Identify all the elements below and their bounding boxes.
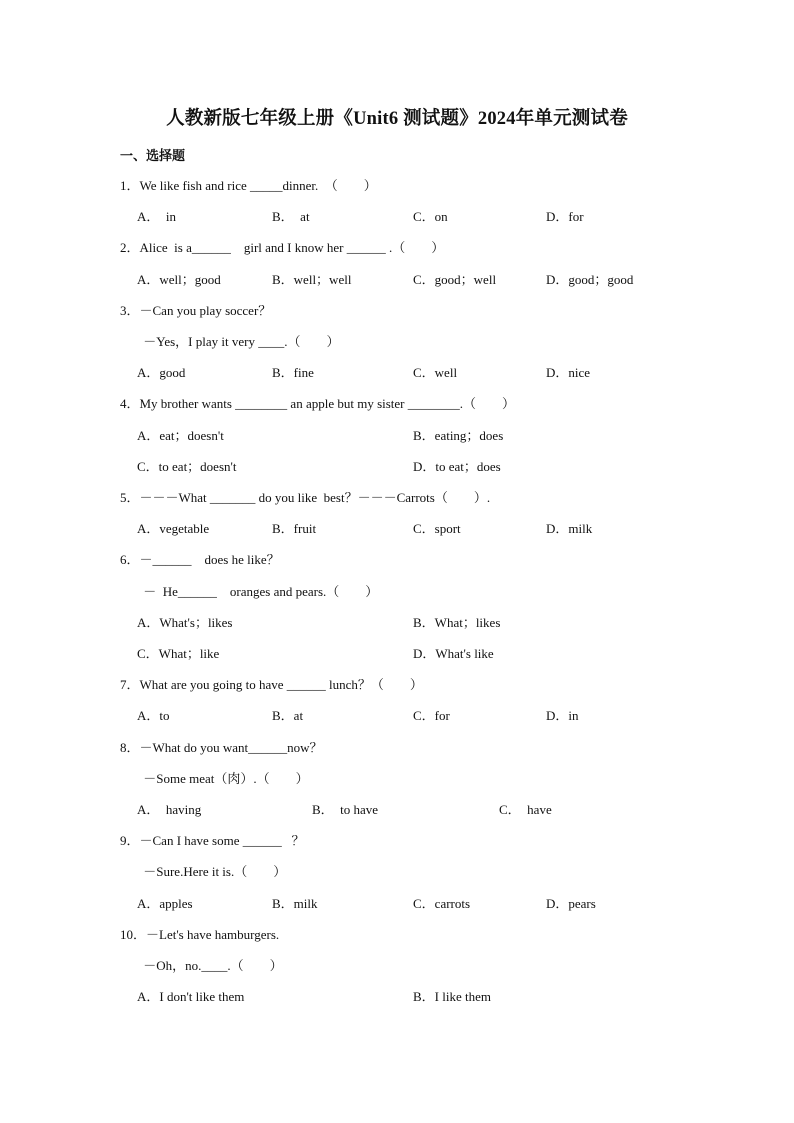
question-dialogue-line: －Sure.Here it is.（ ） bbox=[140, 864, 287, 880]
answer-option: C．good；well bbox=[413, 271, 497, 287]
option-row bbox=[0, 208, 794, 226]
option-row bbox=[0, 645, 794, 663]
option-row bbox=[0, 271, 794, 289]
answer-option: C．on bbox=[413, 209, 448, 225]
option-row bbox=[0, 801, 794, 819]
answer-option: C． have bbox=[499, 802, 552, 817]
answer-option: B．milk bbox=[272, 895, 318, 911]
answer-option: B．I like them bbox=[413, 989, 491, 1005]
answer-option: A．good bbox=[137, 365, 186, 381]
section-heading: 一、选择题 bbox=[120, 148, 186, 163]
answer-option: B．What；likes bbox=[413, 614, 501, 630]
question-stem: 9．－Can I have some ______ ？ bbox=[120, 833, 305, 849]
option-row bbox=[0, 988, 794, 1006]
question-stem: 8．－What do you want______now？ bbox=[120, 739, 323, 755]
answer-option: D．milk bbox=[546, 521, 593, 537]
question-stem: 7．What are you going to have ______ lunch？（ ） bbox=[120, 677, 423, 693]
question-stem: 5．－－－What _______ do you like best？－－－Carrots（ ）. bbox=[120, 490, 491, 505]
answer-option: C．to eat；doesn't bbox=[137, 458, 237, 474]
answer-option: A．well；good bbox=[137, 271, 221, 287]
answer-option: B． at bbox=[272, 209, 310, 225]
answer-option: B．fruit bbox=[272, 521, 317, 537]
answer-option: B． to have bbox=[312, 802, 379, 817]
answer-option: D．for bbox=[546, 209, 584, 225]
question-stem: 1．We like fish and rice _____dinner. （ ） bbox=[120, 178, 377, 193]
question-dialogue-line: －Oh，no.____.（ ） bbox=[140, 958, 283, 973]
answer-option: B．at bbox=[272, 708, 304, 724]
answer-option: D．nice bbox=[546, 365, 591, 381]
question-stem: 4．My brother wants ________ an apple but my sister ________.（ ） bbox=[120, 396, 516, 412]
question-stem: 3．－Can you play soccer？ bbox=[120, 302, 272, 318]
answer-option: D．What's like bbox=[413, 646, 494, 661]
answer-option: B．fine bbox=[272, 365, 314, 381]
answer-option: A．eat；doesn't bbox=[137, 427, 224, 443]
answer-option: A． having bbox=[137, 802, 202, 817]
answer-option: D．in bbox=[546, 708, 579, 724]
answer-option: D．to eat；does bbox=[413, 458, 501, 474]
answer-option: B．well；well bbox=[272, 271, 352, 287]
option-row bbox=[0, 614, 794, 632]
option-row bbox=[0, 895, 794, 913]
option-row bbox=[0, 458, 794, 476]
option-row bbox=[0, 707, 794, 725]
answer-option: A．What's；likes bbox=[137, 614, 233, 630]
answer-option: D．pears bbox=[546, 895, 596, 911]
answer-option: B．eating；does bbox=[413, 427, 504, 443]
option-row bbox=[0, 427, 794, 445]
option-row bbox=[0, 364, 794, 382]
page-title: 人教新版七年级上册《Unit6 测试题》2024年单元测试卷 bbox=[166, 109, 628, 129]
question-dialogue-line: － He______ oranges and pears.（ ） bbox=[140, 583, 379, 599]
answer-option: A． in bbox=[137, 209, 177, 225]
question-stem: 10．－Let's have hamburgers. bbox=[120, 926, 280, 942]
answer-option: C．for bbox=[413, 708, 450, 724]
question-stem: 6．－______ does he like？ bbox=[120, 552, 280, 568]
question-stem: 2．Alice is a______ girl and I know her ______ .（ ） bbox=[120, 240, 445, 256]
answer-option: A．apples bbox=[137, 895, 193, 911]
answer-option: C．What；like bbox=[137, 646, 220, 661]
answer-option: A．to bbox=[137, 708, 170, 724]
question-dialogue-line: －Yes，I play it very ____.（ ） bbox=[140, 334, 340, 349]
answer-option: C．sport bbox=[413, 521, 461, 537]
question-dialogue-line: －Some meat（肉）.（ ） bbox=[140, 770, 309, 786]
answer-option: C．well bbox=[413, 365, 458, 381]
answer-option: A．I don't like them bbox=[137, 989, 245, 1005]
option-row bbox=[0, 520, 794, 538]
answer-option: D．good；good bbox=[546, 271, 634, 287]
answer-option: A．vegetable bbox=[137, 521, 210, 537]
answer-option: C．carrots bbox=[413, 895, 471, 911]
